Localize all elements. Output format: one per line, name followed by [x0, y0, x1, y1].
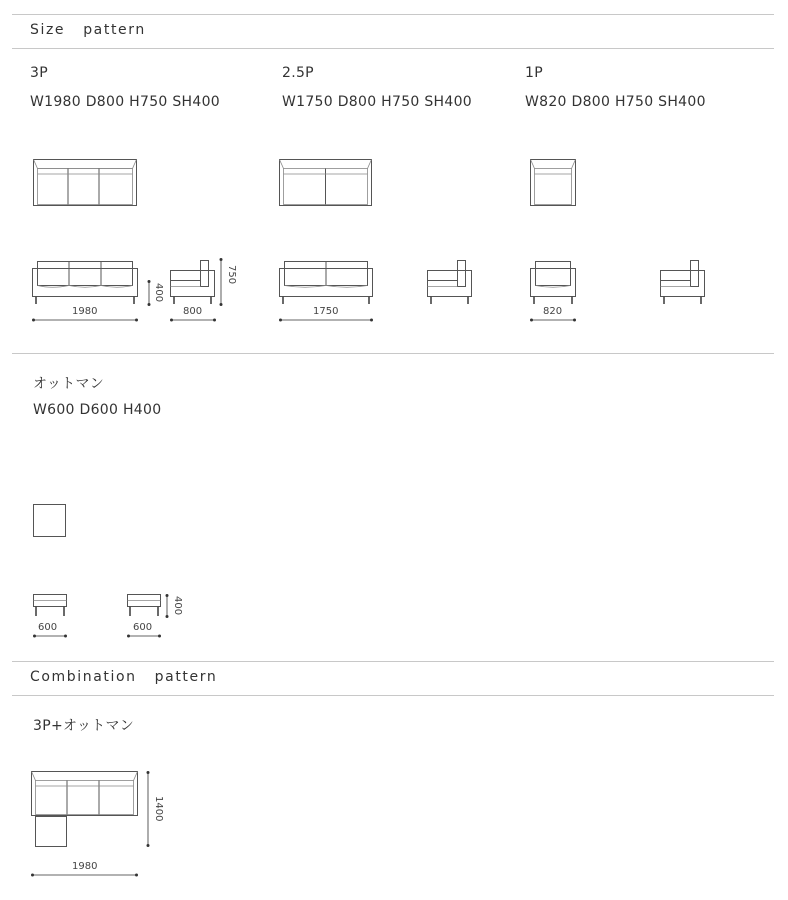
- dimension-label: 600: [38, 622, 58, 633]
- sofa-3p-top-view: [33, 159, 137, 206]
- ottoman-spec: W600 D600 H400: [33, 402, 162, 418]
- sofa-2-5p-side-view: [427, 260, 473, 306]
- divider: [12, 48, 774, 49]
- dimension-label: 820: [543, 306, 563, 317]
- model-name-1p: 1P: [525, 65, 543, 81]
- combo-name: 3P+オットマン: [33, 718, 135, 734]
- sofa-3p-side-view: [170, 260, 216, 306]
- dimension-line: [165, 594, 169, 618]
- dimension-line: [279, 318, 373, 322]
- sofa-1p-front-view: [530, 258, 576, 306]
- combo-3p-top-view: [31, 771, 138, 816]
- dimension-line: [33, 634, 67, 638]
- ottoman-side-view: [127, 594, 161, 618]
- dimension-line: [219, 258, 223, 306]
- section-title-size: Size pattern: [30, 22, 146, 38]
- model-name-2-5p: 2.5P: [282, 65, 314, 81]
- dimension-line: [32, 318, 138, 322]
- divider: [12, 695, 774, 696]
- dimension-line: [530, 318, 576, 322]
- sofa-1p-side-view: [660, 260, 706, 306]
- dimension-label: 1980: [72, 861, 98, 872]
- model-spec-2-5p: W1750 D800 H750 SH400: [282, 94, 473, 110]
- model-name-3p: 3P: [30, 65, 48, 81]
- ottoman-name: オットマン: [33, 376, 105, 392]
- divider: [12, 661, 774, 662]
- dimension-label: 1400: [153, 796, 164, 822]
- dimension-line: [31, 873, 138, 877]
- dimension-label: 750: [226, 265, 237, 285]
- dimension-label: 1980: [72, 306, 98, 317]
- dimension-label: 400: [172, 596, 183, 616]
- dimension-label: 1750: [313, 306, 339, 317]
- dimension-label: 400: [153, 283, 164, 303]
- dimension-line: [127, 634, 161, 638]
- dimension-line: [170, 318, 216, 322]
- model-spec-1p: W820 D800 H750 SH400: [525, 94, 706, 110]
- dimension-line: [147, 280, 151, 306]
- dimension-line: [146, 771, 150, 847]
- ottoman-top-view: [33, 504, 66, 537]
- section-title-combination: Combination pattern: [30, 669, 218, 685]
- dimension-label: 800: [183, 306, 203, 317]
- sofa-2-5p-top-view: [279, 159, 372, 206]
- ottoman-front-view: [33, 594, 67, 618]
- sofa-1p-top-view: [530, 159, 576, 206]
- dimension-label: 600: [133, 622, 153, 633]
- combo-ottoman-top-view: [35, 816, 67, 847]
- divider: [12, 14, 774, 15]
- sofa-2-5p-front-view: [279, 258, 373, 306]
- model-spec-3p: W1980 D800 H750 SH400: [30, 94, 221, 110]
- sofa-3p-front-view: [32, 258, 138, 306]
- divider: [12, 353, 774, 354]
